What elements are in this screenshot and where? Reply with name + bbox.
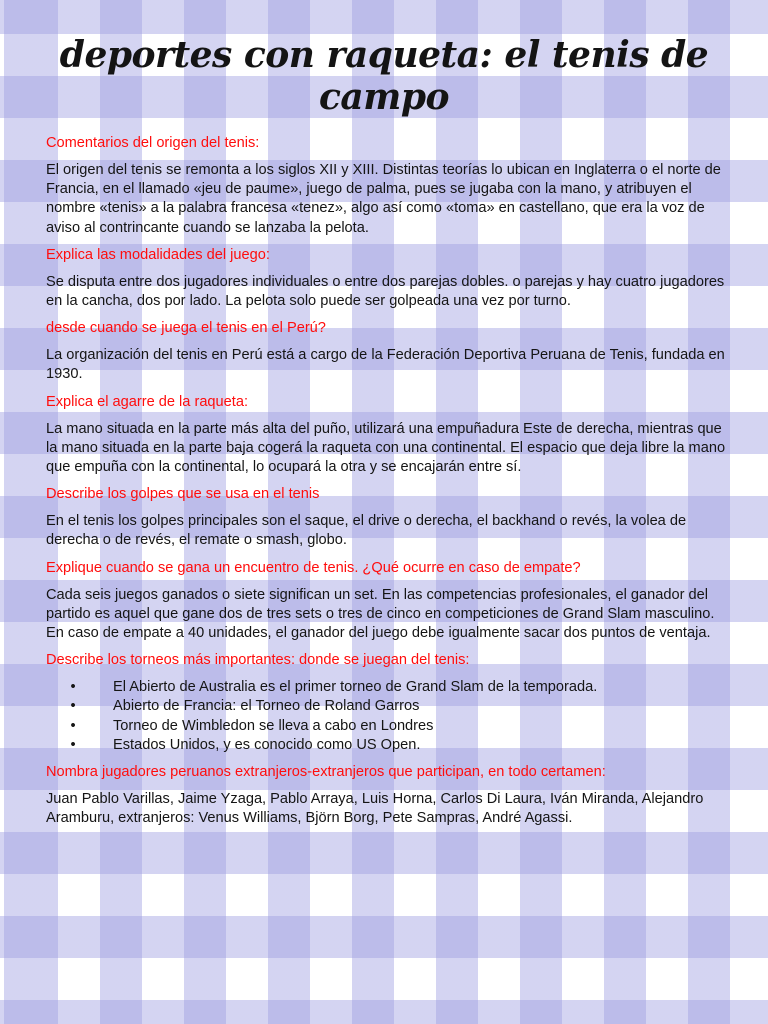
answer-strokes: En el tenis los golpes principales son el saque, el drive o derecha, el backhand o revés, la volea de derecha o de revés, el remate o smash, globo.: [46, 513, 687, 549]
answer-grip: La mano situada en la parte más alta del puño, utilizará una empuñadura Este de derecha, mientras que la mano situada en la parte baja cogerá la raqueta con una continental. El espacio que deja libre la mano que empuña con la continental, lo ocupará la otra y se encajarán entre sí.: [46, 420, 726, 476]
bullet-icon: •: [70, 679, 76, 696]
bullet-icon: •: [70, 736, 76, 753]
list-item: [46, 697, 726, 716]
answer-modalities: Se disputa entre dos jugadores individuales o entre dos parejas dobles. o parejas y hay cuatro jugadores en la cancha, dos por lado. La pelota solo puede ser golpeada una vez por turno.: [46, 273, 725, 310]
list-item: [46, 717, 726, 736]
question-origin: Comentarios del origen del tenis:: [46, 135, 260, 151]
list-item-text: Torneo de Wimbledon se lleva a cabo en Londres: [113, 717, 434, 734]
answer-players: Juan Pablo Varillas, Jaime Yzaga, Pablo Arraya, Luis Horna, Carlos Di Laura, Iván Miranda, Alejandro Aramburu, extranjeros: Venus Williams, Björn Borg, Pete Sampras, André Agassi.: [46, 791, 704, 827]
list-item-text: Estados Unidos, y es conocido como US Open.: [113, 736, 421, 753]
bullet-icon: •: [70, 717, 76, 734]
content-area: [46, 134, 726, 836]
question-strokes: Describe los golpes que se usa en el tenis: [46, 486, 320, 503]
page-title: deportes con raqueta: el tenis de campo: [59, 34, 709, 118]
answer-peru-history: La organización del tenis en Perú está a cargo de la Federación Deportiva Peruana de Tenis, fundada en 1930.: [46, 347, 725, 383]
question-peru-history: desde cuando se juega el tenis en el Perú?: [46, 320, 326, 337]
list-item-text: El Abierto de Australia es el primer torneo de Grand Slam de la temporada.: [113, 679, 598, 696]
list-item: [46, 678, 726, 697]
bullet-icon: •: [70, 698, 76, 715]
question-players: Nombra jugadores peruanos extranjeros-extranjeros que participan, en todo certamen:: [46, 764, 606, 781]
answer-origin: El origen del tenis se remonta a los siglos XII y XIII. Distintas teorías lo ubican en Inglaterra o el norte de Francia, en el llamado «jeu de paume», juego de palma, pues se jugaba con la mano, y atribuyen el nombre «tenis» a la palabra francesa «tenez», algo así como «toma» en castellano, que era la voz de aviso al contrincante cuando se lanzaba la pelota.: [46, 162, 721, 236]
question-winning: Explique cuando se gana un encuentro de tenis. ¿Qué ocurre en caso de empate?: [46, 559, 581, 576]
question-tournaments: Describe los torneos más importantes: donde se juegan del tenis:: [46, 652, 470, 669]
tournament-list: [46, 678, 726, 755]
list-item: [46, 736, 726, 755]
question-modalities: Explica las modalidades del juego:: [46, 246, 270, 263]
question-grip: Explica el agarre de la raqueta:: [46, 393, 249, 410]
list-item-text: Abierto de Francia: el Torneo de Roland Garros: [113, 698, 420, 715]
answer-winning: Cada seis juegos ganados o siete significan un set. En las competencias profesionales, el ganador del partido es aquel que gane dos de tres sets o tres de cinco en competiciones de Grand Slam masculino. En caso de empate a 40 unidades, el ganador del juego debe igualmente sacar dos puntos de ventaja.: [46, 586, 715, 642]
